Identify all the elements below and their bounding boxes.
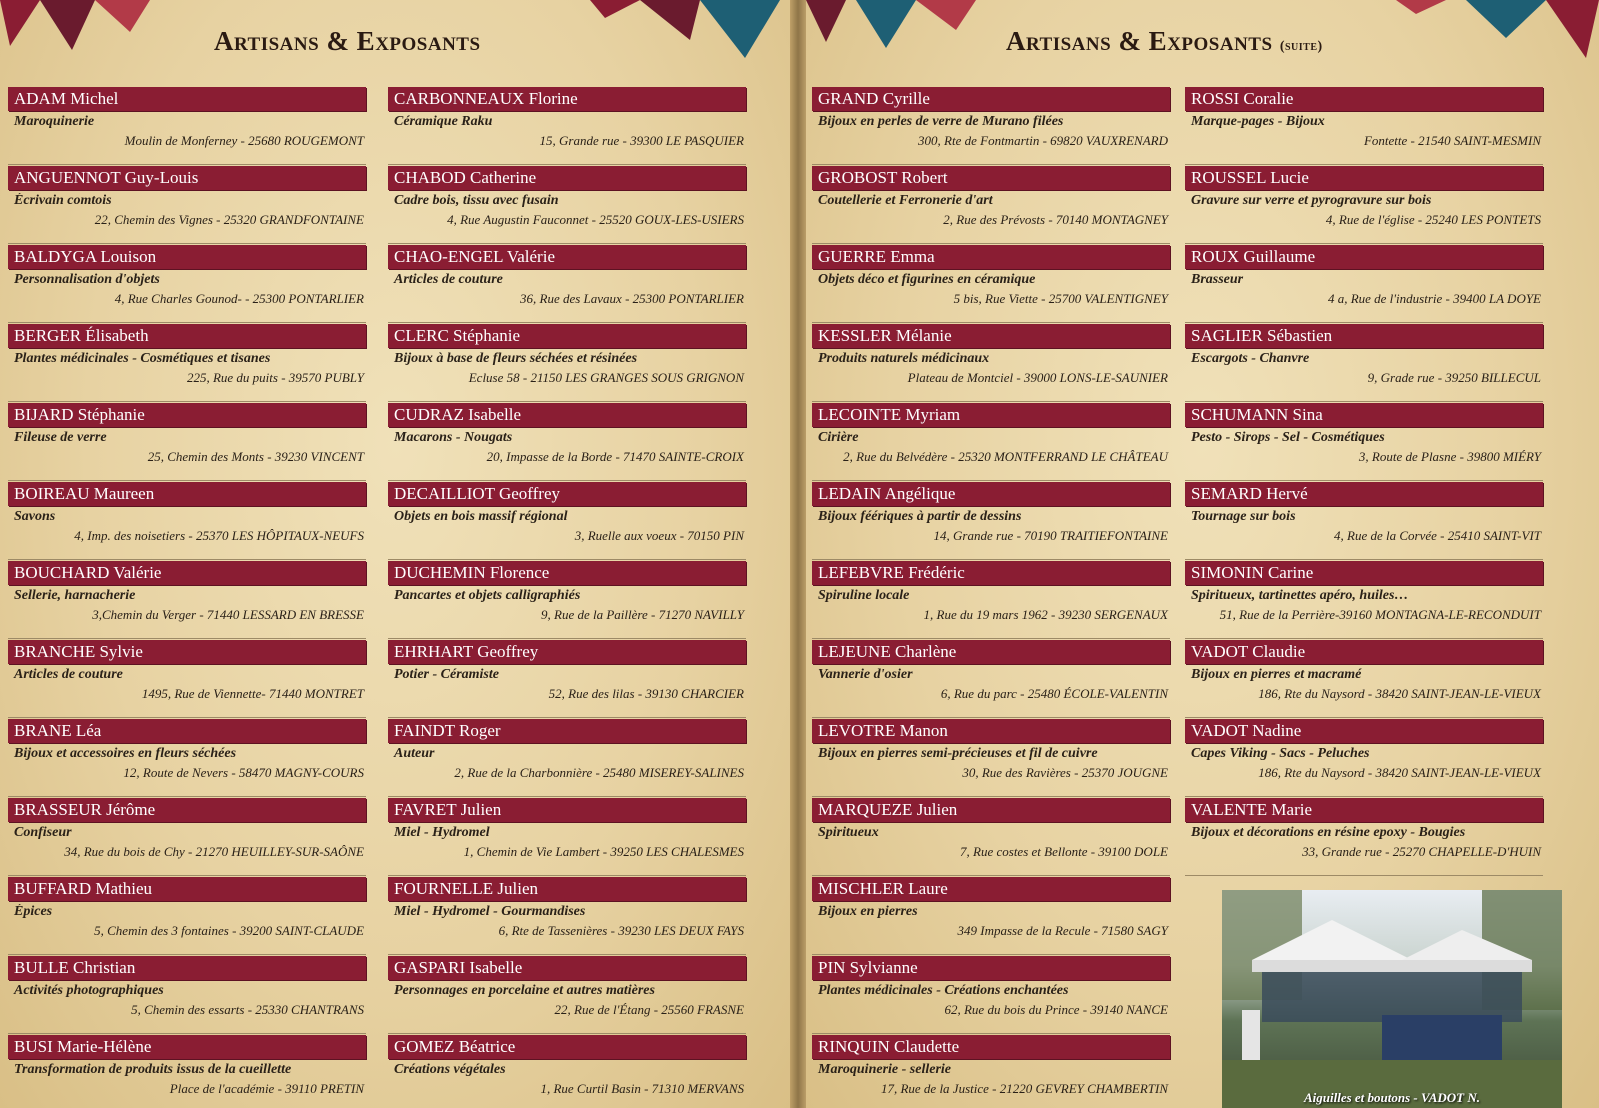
exhibitor-name: ROUX Guillaume <box>1185 245 1543 269</box>
exhibitor-entry <box>8 482 366 560</box>
exhibitor-name: FAVRET Julien <box>388 798 746 822</box>
exhibitor-entry <box>8 877 366 955</box>
stand-photo <box>1222 890 1562 1108</box>
exhibitor-activity: Spiritueux, tartinettes apéro, huiles… <box>1191 588 1409 603</box>
exhibitor-entry <box>388 245 746 323</box>
exhibitor-activity: Épices <box>14 904 53 919</box>
exhibitor-address: 36, Rue des Lavaux - 25300 PONTARLIER <box>520 291 744 306</box>
exhibitor-activity: Personnalisation d'objets <box>14 272 160 287</box>
right-page <box>806 0 1599 1108</box>
exhibitor-entry <box>388 166 746 244</box>
exhibitor-name: BUSI Marie-Hélène <box>8 1035 366 1059</box>
exhibitor-activity: Bijoux féériques à partir de dessins <box>818 509 1022 524</box>
exhibitor-entry <box>1185 798 1543 876</box>
exhibitor-address: 5 bis, Rue Viette - 25700 VALENTIGNEY <box>953 291 1168 306</box>
exhibitor-address: Ecluse 58 - 21150 LES GRANGES SOUS GRIGNON <box>468 370 744 385</box>
exhibitor-entry <box>1185 719 1543 797</box>
exhibitor-activity: Écrivain comtois <box>14 193 112 208</box>
exhibitor-entry <box>8 798 366 876</box>
exhibitor-entry <box>388 719 746 797</box>
exhibitor-address: 14, Grande rue - 70190 TRAITIEFONTAINE <box>933 528 1168 543</box>
exhibitor-name: CHAO-ENGEL Valérie <box>388 245 746 269</box>
exhibitor-name: LEFEBVRE Frédéric <box>812 561 1170 585</box>
exhibitor-entry <box>8 640 366 718</box>
title-suffix: (suite) <box>1279 39 1323 54</box>
exhibitor-address: 20, Impasse de la Borde - 71470 SAINTE-CROIX <box>486 449 744 464</box>
exhibitor-address: 1495, Rue de Viennette- 71440 MONTRET <box>141 686 364 701</box>
exhibitor-name: GASPARI Isabelle <box>388 956 746 980</box>
exhibitor-activity: Miel - Hydromel - Gourmandises <box>394 904 586 919</box>
exhibitor-address: 1, Rue Curtil Basin - 71310 MERVANS <box>540 1081 744 1096</box>
exhibitor-entry <box>1185 324 1543 402</box>
exhibitor-entry <box>8 561 366 639</box>
exhibitor-name: MARQUEZE Julien <box>812 798 1170 822</box>
exhibitor-entry <box>388 403 746 481</box>
exhibitor-address: 4, Rue Charles Gounod- - 25300 PONTARLIER <box>114 291 364 306</box>
exhibitor-address: 1, Rue du 19 mars 1962 - 39230 SERGENAUX <box>923 607 1168 622</box>
exhibitor-entry <box>812 324 1170 402</box>
exhibitor-column <box>812 87 1170 1108</box>
exhibitor-address: 7, Rue costes et Bellonte - 39100 DOLE <box>960 844 1168 859</box>
exhibitor-address: 4 a, Rue de l'industrie - 39400 LA DOYE <box>1327 291 1541 306</box>
exhibitor-address: 22, Rue de l'Étang - 25560 FRASNE <box>554 1002 744 1017</box>
exhibitor-name: GROBOST Robert <box>812 166 1170 190</box>
exhibitor-activity: Spiritueux <box>818 825 879 840</box>
exhibitor-entry <box>812 245 1170 323</box>
exhibitor-name: KESSLER Mélanie <box>812 324 1170 348</box>
exhibitor-name: BULLE Christian <box>8 956 366 980</box>
exhibitor-activity: Confiseur <box>14 825 72 840</box>
exhibitor-name: GUERRE Emma <box>812 245 1170 269</box>
exhibitor-activity: Fileuse de verre <box>14 430 107 445</box>
exhibitor-name: RINQUIN Claudette <box>812 1035 1170 1059</box>
exhibitor-address: 300, Rte de Fontmartin - 69820 VAUXRENARD <box>918 133 1168 148</box>
exhibitor-activity: Coutellerie et Ferronerie d'art <box>818 193 993 208</box>
exhibitor-entry <box>388 1035 746 1108</box>
exhibitor-name: DUCHEMIN Florence <box>388 561 746 585</box>
exhibitor-address: Plateau de Montciel - 39000 LONS-LE-SAUNIER <box>907 370 1168 385</box>
exhibitor-address: 6, Rue du parc - 25480 ÉCOLE-VALENTIN <box>940 686 1168 701</box>
left-page <box>0 0 792 1108</box>
exhibitor-activity: Escargots - Chanvre <box>1191 351 1310 366</box>
exhibitor-entry <box>812 798 1170 876</box>
exhibitor-name: DECAILLIOT Geoffrey <box>388 482 746 506</box>
exhibitor-name: VADOT Nadine <box>1185 719 1543 743</box>
exhibitor-name: VALENTE Marie <box>1185 798 1543 822</box>
exhibitor-address: Place de l'académie - 39110 PRETIN <box>169 1081 364 1096</box>
exhibitor-activity: Bijoux et décorations en résine epoxy - Bougies <box>1191 825 1466 840</box>
exhibitor-address: 12, Route de Nevers - 58470 MAGNY-COURS <box>123 765 364 780</box>
exhibitor-address: 5, Chemin des essarts - 25330 CHANTRANS <box>131 1002 364 1017</box>
exhibitor-activity: Pancartes et objets calligraphiés <box>394 588 581 603</box>
exhibitor-entry <box>812 877 1170 955</box>
exhibitor-name: PIN Sylvianne <box>812 956 1170 980</box>
exhibitor-entry <box>812 482 1170 560</box>
exhibitor-activity: Macarons - Nougats <box>394 430 513 445</box>
exhibitor-name: SCHUMANN Sina <box>1185 403 1543 427</box>
exhibitor-entry <box>388 561 746 639</box>
exhibitor-address: 3, Ruelle aux voeux - 70150 PIN <box>574 528 744 543</box>
exhibitor-name: SEMARD Hervé <box>1185 482 1543 506</box>
exhibitor-entry <box>1185 403 1543 481</box>
exhibitor-address: 1, Chemin de Vie Lambert - 39250 LES CHALESMES <box>463 844 744 859</box>
exhibitor-name: BRANCHE Sylvie <box>8 640 366 664</box>
exhibitor-activity: Potier - Céramiste <box>394 667 499 682</box>
exhibitor-address: 5, Chemin des 3 fontaines - 39200 SAINT-CLAUDE <box>94 923 364 938</box>
exhibitor-entry <box>1185 166 1543 244</box>
exhibitor-address: 225, Rue du puits - 39570 PUBLY <box>186 370 364 385</box>
exhibitor-entry <box>388 877 746 955</box>
exhibitor-address: 3,Chemin du Verger - 71440 LESSARD EN BRESSE <box>92 607 364 622</box>
exhibitor-activity: Capes Viking - Sacs - Peluches <box>1191 746 1370 761</box>
exhibitor-column <box>388 87 746 1108</box>
exhibitor-activity: Céramique Raku <box>394 114 493 129</box>
exhibitor-activity: Cirière <box>818 430 859 445</box>
exhibitor-name: BIJARD Stéphanie <box>8 403 366 427</box>
exhibitor-name: CHABOD Catherine <box>388 166 746 190</box>
exhibitor-activity: Créations végétales <box>394 1062 506 1077</box>
exhibitor-activity: Maroquinerie - sellerie <box>818 1062 951 1077</box>
exhibitor-name: BOUCHARD Valérie <box>8 561 366 585</box>
exhibitor-entry <box>388 798 746 876</box>
exhibitor-activity: Gravure sur verre et pyrogravure sur bois <box>1191 193 1432 208</box>
exhibitor-name: SIMONIN Carine <box>1185 561 1543 585</box>
exhibitor-entry <box>1185 482 1543 560</box>
exhibitor-address: 25, Chemin des Monts - 39230 VINCENT <box>147 449 364 464</box>
exhibitor-activity: Tournage sur bois <box>1191 509 1296 524</box>
exhibitor-entry <box>812 640 1170 718</box>
exhibitor-entry <box>812 87 1170 165</box>
exhibitor-name: ANGUENNOT Guy-Louis <box>8 166 366 190</box>
exhibitor-entry <box>812 719 1170 797</box>
exhibitor-entry <box>812 166 1170 244</box>
exhibitor-name: ROSSI Coralie <box>1185 87 1543 111</box>
exhibitor-activity: Spiruline locale <box>818 588 910 603</box>
exhibitor-address: 51, Rue de la Perrière-39160 MONTAGNA-LE-RECONDUIT <box>1219 607 1541 622</box>
exhibitor-name: CARBONNEAUX Florine <box>388 87 746 111</box>
exhibitor-entry <box>1185 640 1543 718</box>
exhibitor-activity: Objets déco et figurines en céramique <box>818 272 1036 287</box>
exhibitor-address: 349 Impasse de la Recule - 71580 SAGY <box>957 923 1168 938</box>
exhibitor-entry <box>388 640 746 718</box>
exhibitor-activity: Brasseur <box>1191 272 1244 287</box>
exhibitor-activity: Marque-pages - Bijoux <box>1191 114 1325 129</box>
exhibitor-entry <box>8 166 366 244</box>
exhibitor-name: BOIREAU Maureen <box>8 482 366 506</box>
exhibitor-activity: Bijoux à base de fleurs séchées et résinées <box>394 351 638 366</box>
exhibitor-address: 62, Rue du bois du Prince - 39140 NANCE <box>944 1002 1168 1017</box>
exhibitor-activity: Auteur <box>394 746 435 761</box>
exhibitor-entry <box>8 403 366 481</box>
exhibitor-activity: Bijoux en pierres et macramé <box>1191 667 1362 682</box>
exhibitor-activity: Cadre bois, tissu avec fusain <box>394 193 559 208</box>
photo-caption: Aiguilles et boutons - VADOT N. <box>1303 1090 1480 1105</box>
exhibitor-name: FAINDT Roger <box>388 719 746 743</box>
exhibitor-name: GRAND Cyrille <box>812 87 1170 111</box>
page-title-right: Artisans & Exposants (suite) <box>1006 26 1323 56</box>
exhibitor-address: 4, Imp. des noisetiers - 25370 LES HÔPITAUX-NEUFS <box>74 528 364 543</box>
exhibitor-address: 22, Chemin des Vignes - 25320 GRANDFONTAINE <box>94 212 364 227</box>
exhibitor-address: 9, Grade rue - 39250 BILLECUL <box>1367 370 1541 385</box>
exhibitor-address: 2, Rue des Prévosts - 70140 MONTAGNEY <box>943 212 1168 227</box>
exhibitor-entry <box>8 1035 366 1108</box>
exhibitor-entry <box>388 956 746 1034</box>
exhibitor-address: 9, Rue de la Paillère - 71270 NAVILLY <box>541 607 744 622</box>
exhibitor-activity: Maroquinerie <box>14 114 95 129</box>
exhibitor-name: ADAM Michel <box>8 87 366 111</box>
exhibitor-activity: Pesto - Sirops - Sel - Cosmétiques <box>1191 430 1385 445</box>
exhibitor-name: SAGLIER Sébastien <box>1185 324 1543 348</box>
exhibitor-entry <box>8 956 366 1034</box>
exhibitor-address: 52, Rue des lilas - 39130 CHARCIER <box>548 686 744 701</box>
exhibitor-activity: Miel - Hydromel <box>394 825 490 840</box>
exhibitor-address: 186, Rte du Naysord - 38420 SAINT-JEAN-LE-VIEUX <box>1258 686 1541 701</box>
exhibitor-name: CUDRAZ Isabelle <box>388 403 746 427</box>
exhibitor-activity: Bijoux en pierres <box>818 904 918 919</box>
exhibitor-entry <box>8 324 366 402</box>
exhibitor-activity: Vannerie d'osier <box>818 667 913 682</box>
exhibitor-activity: Activités photographiques <box>14 983 164 998</box>
exhibitor-name: BUFFARD Mathieu <box>8 877 366 901</box>
exhibitor-address: 6, Rte de Tassenières - 39230 LES DEUX FAYS <box>498 923 744 938</box>
exhibitor-address: 15, Grande rue - 39300 LE PASQUIER <box>539 133 744 148</box>
exhibitor-name: LEVOTRE Manon <box>812 719 1170 743</box>
exhibitor-activity: Sellerie, harnacherie <box>14 588 136 603</box>
exhibitor-name: LECOINTE Myriam <box>812 403 1170 427</box>
exhibitor-name: LEDAIN Angélique <box>812 482 1170 506</box>
exhibitor-entry <box>1185 87 1543 165</box>
exhibitor-column <box>8 87 366 1108</box>
exhibitor-name: ROUSSEL Lucie <box>1185 166 1543 190</box>
exhibitor-address: Moulin de Monferney - 25680 ROUGEMONT <box>124 133 364 148</box>
exhibitor-address: 4, Rue de la Corvée - 25410 SAINT-VIT <box>1334 528 1541 543</box>
exhibitor-activity: Objets en bois massif régional <box>394 509 568 524</box>
exhibitor-name: MISCHLER Laure <box>812 877 1170 901</box>
exhibitor-address: 186, Rte du Naysord - 38420 SAINT-JEAN-LE-VIEUX <box>1258 765 1541 780</box>
exhibitor-name: FOURNELLE Julien <box>388 877 746 901</box>
exhibitor-activity: Bijoux en perles de verre de Murano filées <box>818 114 1064 129</box>
exhibitor-entry <box>812 1035 1170 1108</box>
exhibitor-name: CLERC Stéphanie <box>388 324 746 348</box>
exhibitor-entry <box>812 956 1170 1034</box>
exhibitor-activity: Personnages en porcelaine et autres matières <box>394 983 655 998</box>
exhibitor-address: 2, Rue de la Charbonnière - 25480 MISEREY-SALINES <box>454 765 744 780</box>
tent-photo-icon <box>1222 890 1562 1108</box>
exhibitor-entry <box>388 324 746 402</box>
exhibitor-name: GOMEZ Béatrice <box>388 1035 746 1059</box>
exhibitor-entry <box>388 87 746 165</box>
exhibitor-name: VADOT Claudie <box>1185 640 1543 664</box>
exhibitor-entry <box>8 87 366 165</box>
exhibitor-activity: Plantes médicinales - Cosmétiques et tisanes <box>14 351 271 366</box>
exhibitor-address: 2, Rue du Belvédère - 25320 MONTFERRAND LE CHÂTEAU <box>843 449 1168 464</box>
exhibitor-address: 3, Route de Plasne - 39800 MIÉRY <box>1358 449 1541 464</box>
exhibitor-activity: Articles de couture <box>394 272 503 287</box>
exhibitor-address: 33, Grande rue - 25270 CHAPELLE-D'HUIN <box>1302 844 1541 859</box>
exhibitor-address: 34, Rue du bois de Chy - 21270 HEUILLEY-SUR-SAÔNE <box>64 844 364 859</box>
exhibitor-entry <box>812 561 1170 639</box>
exhibitor-activity: Savons <box>14 509 56 524</box>
exhibitor-address: Fontette - 21540 SAINT-MESMIN <box>1363 133 1541 148</box>
exhibitor-name: BALDYGA Louison <box>8 245 366 269</box>
exhibitor-activity: Bijoux et accessoires en fleurs séchées <box>14 746 237 761</box>
exhibitor-address: 4, Rue Augustin Fauconnet - 25520 GOUX-LES-USIERS <box>447 212 744 227</box>
exhibitor-column <box>1185 87 1543 877</box>
exhibitor-name: BERGER Élisabeth <box>8 324 366 348</box>
exhibitor-address: 4, Rue de l'église - 25240 LES PONTETS <box>1325 212 1541 227</box>
exhibitor-entry <box>8 719 366 797</box>
exhibitor-activity: Plantes médicinales - Créations enchantées <box>818 983 1069 998</box>
exhibitor-activity: Articles de couture <box>14 667 123 682</box>
exhibitor-name: LEJEUNE Charlène <box>812 640 1170 664</box>
exhibitor-activity: Produits naturels médicinaux <box>818 351 990 366</box>
exhibitor-activity: Transformation de produits issus de la cueillette <box>14 1062 292 1077</box>
exhibitor-name: BRANE Léa <box>8 719 366 743</box>
exhibitor-entry <box>1185 245 1543 323</box>
exhibitor-entry <box>388 482 746 560</box>
exhibitor-entry <box>1185 561 1543 639</box>
exhibitor-entry <box>8 245 366 323</box>
exhibitor-entry <box>812 403 1170 481</box>
exhibitor-address: 17, Rue de la Justice - 21220 GEVREY CHAMBERTIN <box>880 1081 1168 1096</box>
exhibitor-activity: Bijoux en pierres semi-précieuses et fil de cuivre <box>818 746 1098 761</box>
exhibitor-name: BRASSEUR Jérôme <box>8 798 366 822</box>
exhibitor-address: 30, Rue des Ravières - 25370 JOUGNE <box>962 765 1168 780</box>
exhibitor-name: EHRHART Geoffrey <box>388 640 746 664</box>
page-title-left: Artisans & Exposants <box>214 26 481 56</box>
